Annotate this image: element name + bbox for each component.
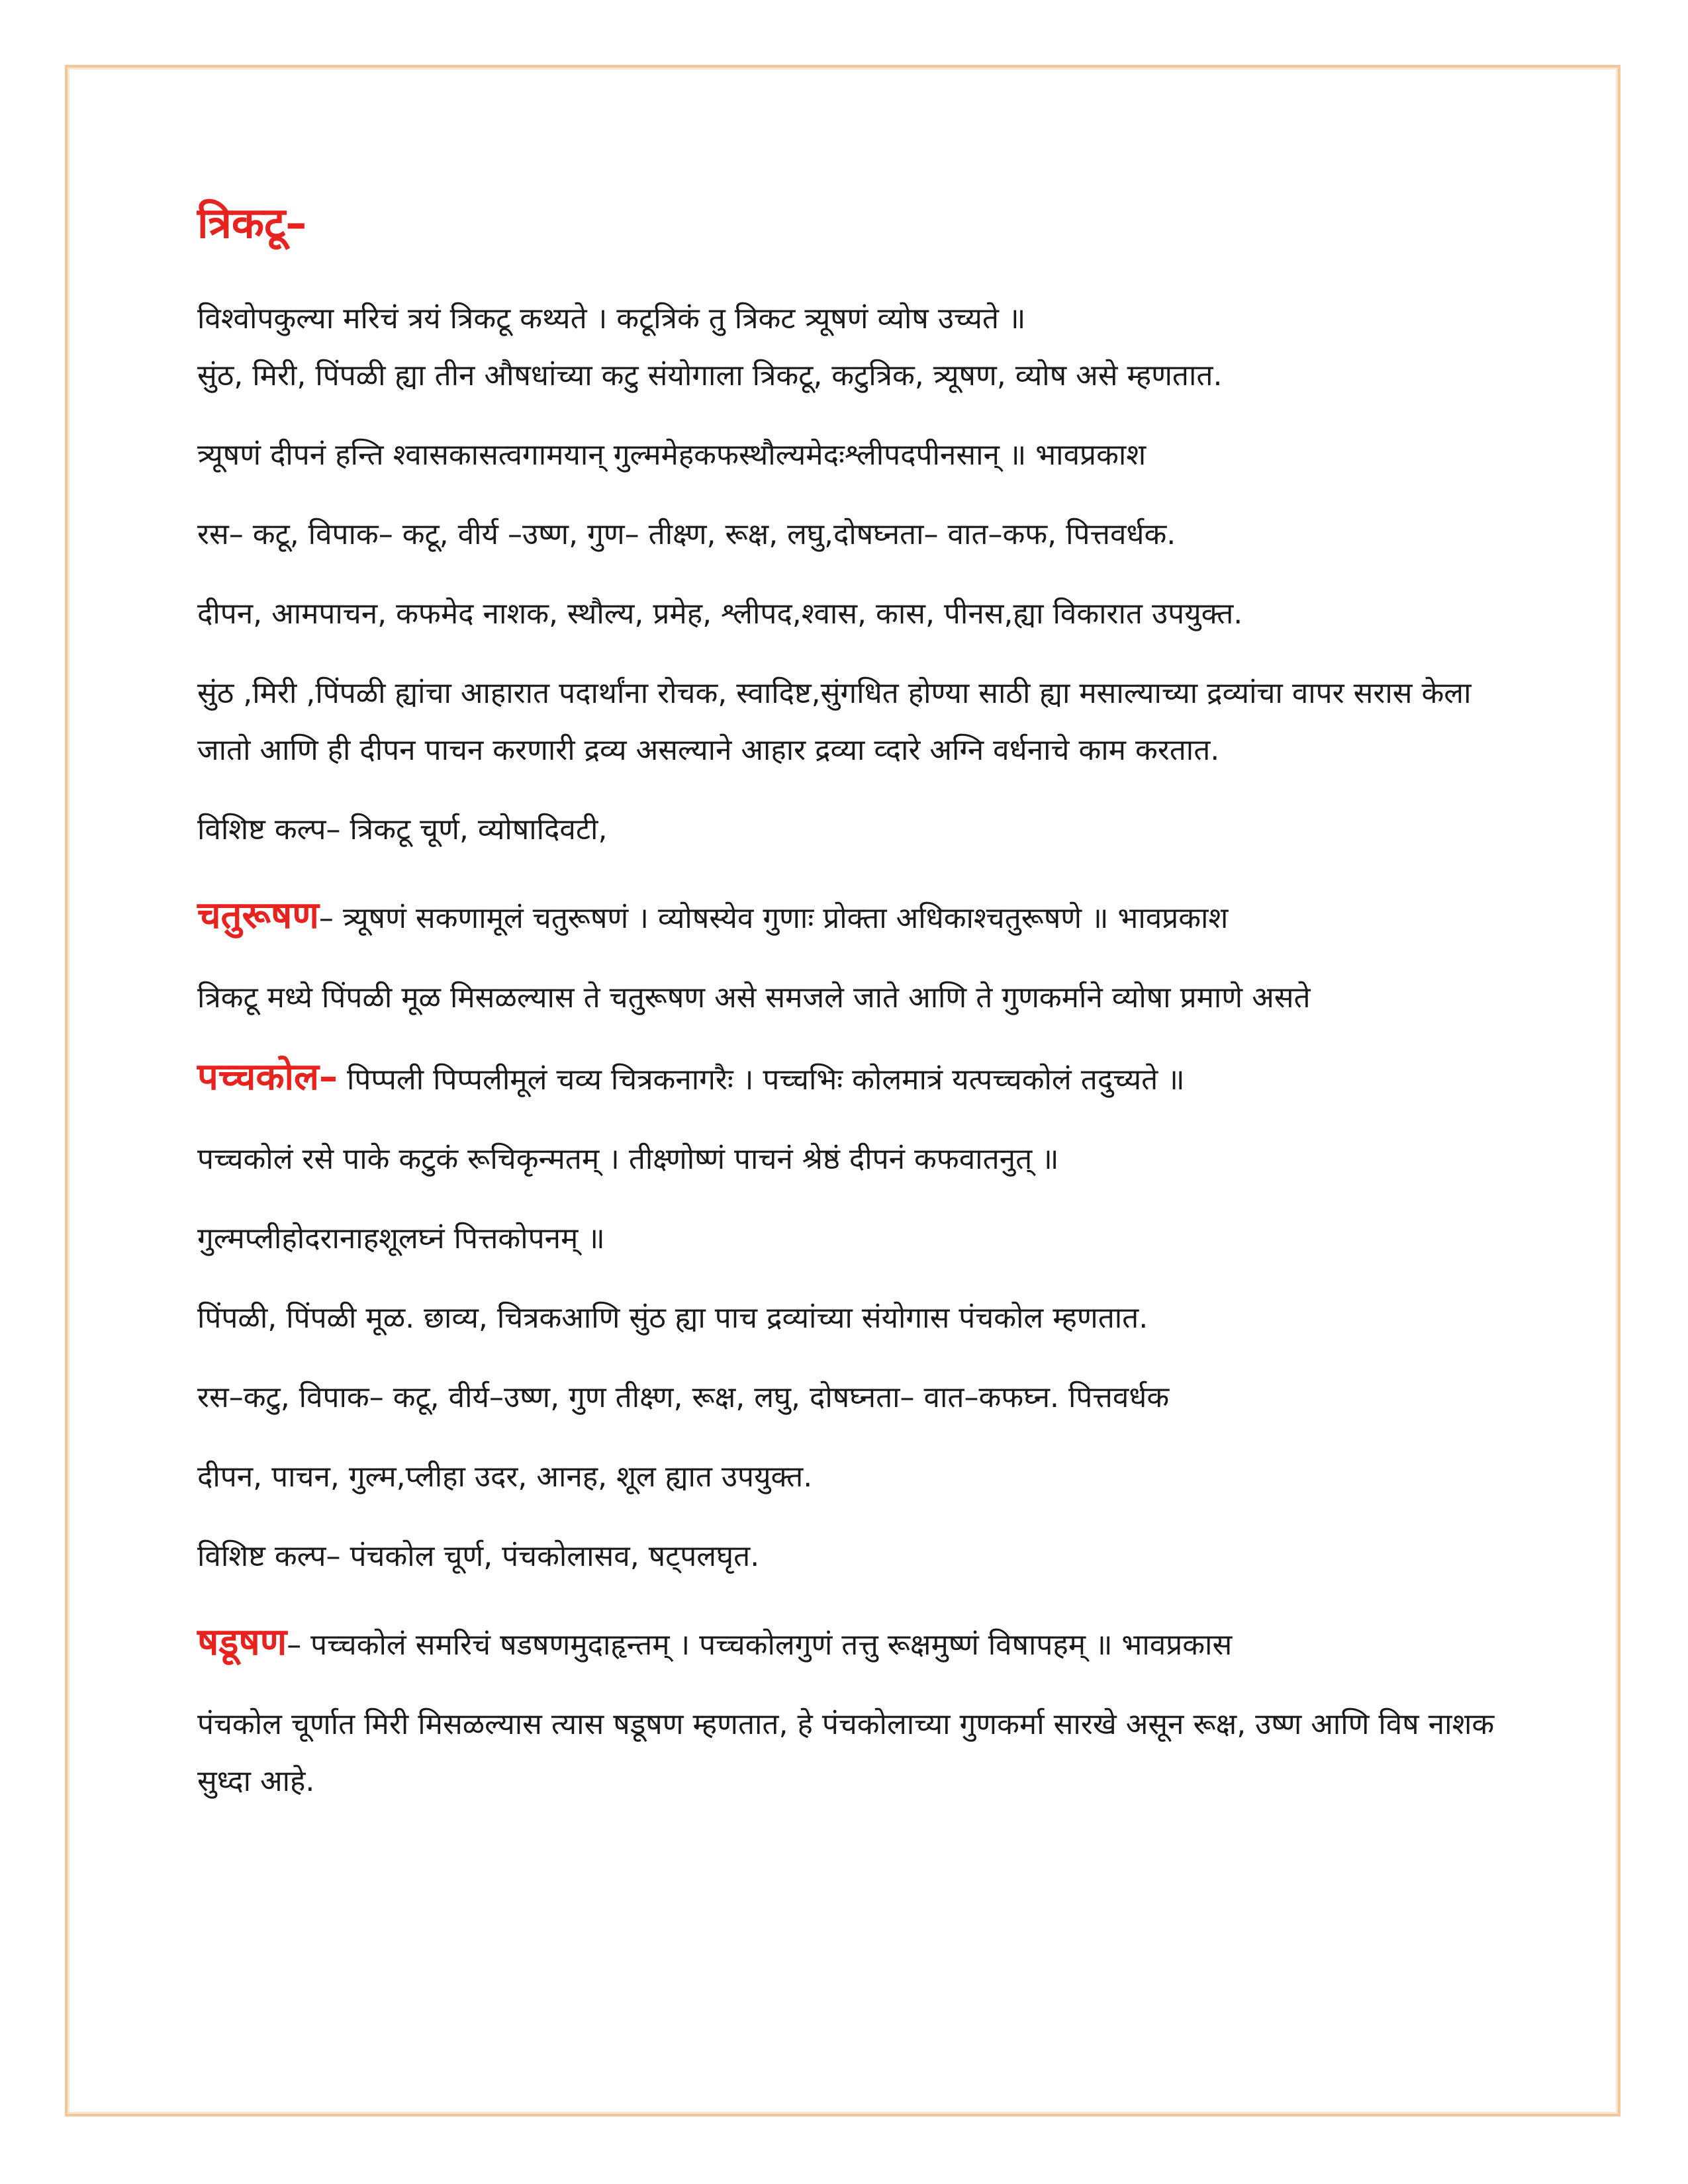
chaturushana-description: त्रिकटू मध्ये पिंपळी मूळ मिसळल्यास ते चतुरूषण असे समजले जाते आणि ते गुणकर्माने व्योषा प्रमाणे असते <box>197 980 1311 1015</box>
chaturushana-shloka <box>197 887 1508 947</box>
section-title-trikatu: त्रिकटू– <box>197 199 307 248</box>
section-heading-panchakol: पच्चकोल– <box>197 1055 338 1099</box>
document-body <box>197 199 1508 1833</box>
panchakol-uses: दीपन, पाचन, गुल्म,प्लीहा उदर, आनह, शूल ह्यात उपयुक्त. <box>197 1459 813 1494</box>
chaturushana-shloka-text: – त्र्यूषणं सकणामूलं चतुरूषणं । व्योषस्येव गुणाः प्रोक्ता अधिकाश्चतुरूषणे ॥ भावप्रकाश <box>318 901 1229 935</box>
trikatu-definition: सुंठ, मिरी, पिंपळी ह्या तीन औषधांच्या कटु संयोगाला त्रिकटू, कटुत्रिक, त्र्यूषण, व्योष असे म्हणतात. <box>197 358 1223 392</box>
panchakol-shloka-text: पिप्पली पिप्पलीमूलं चव्य चित्रकनागरैः । पच्चभिः कोलमात्रं यत्पच्चकोलं तदुच्यते ॥ <box>337 1062 1185 1097</box>
panchakol-shloka-line1 <box>197 1049 1508 1109</box>
trikatu-kalpa: विशिष्ट कल्प– त्रिकटू चूर्ण, व्योषादिवटी, <box>197 812 608 846</box>
section-heading-chaturushana: चतुरूषण <box>197 893 319 937</box>
panchakol-rasa-properties: रस–कटु, विपाक– कटू, वीर्य–उष्ण, गुण तीक्ष्ण, रूक्ष, लघु, दोषघ्नता– वात–कफघ्न. पित्तवर्धक <box>197 1380 1170 1414</box>
trikatu-rasa-properties: रस– कटू, विपाक– कटू, वीर्य –उष्ण, गुण– तीक्ष्ण, रूक्ष, लघु,दोषघ्नता– वात–कफ, पित्तवर्धक. <box>197 517 1176 551</box>
panchakol-shloka-line3: गुल्मप्लीहोदरानाहशूलघ्नं पित्तकोपनम् ॥ <box>197 1221 605 1255</box>
panchakol-kalpa: विशिष्ट कल्प– पंचकोल चूर्ण, पंचकोलासव, षट्पलघृत. <box>197 1539 760 1573</box>
shadushana-shloka <box>197 1614 1508 1674</box>
shadushana-shloka-text: – पच्चकोलं समरिचं षडषणमुदाहृन्तम् । पच्चकोलगुणं तत्तु रूक्षमुष्णं विषापहम् ॥ भावप्रकास <box>287 1627 1233 1662</box>
panchakol-shloka-line2: पच्चकोलं रसे पाके कटुकं रूचिकृन्मतम् । तीक्ष्णोष्णं पाचनं श्रेष्ठं दीपनं कफवातनुत् ॥ <box>197 1142 1059 1176</box>
panchakol-description: पिंपळी, पिंपळी मूळ. छाव्य, चित्रकआणि सुंठ ह्या पाच द्रव्यांच्या संयोगास पंचकोल म्हणतात. <box>197 1300 1149 1335</box>
shloka-trikatu-line1: विश्वोपकुल्या मरिचं त्रयं त्रिकटू कथ्यते । कटूत्रिकं तु त्रिकट त्र्यूषणं व्योष उच्यते ॥ <box>197 301 1026 336</box>
shloka-trikatu-bhavaprakash: त्र्यूषणं दीपनं हन्ति श्वासकासत्वगामयान् गुल्ममेहकफस्थौल्यमेदःश्लीपदपीनसान् ॥ भावप्रकाश <box>197 437 1147 472</box>
section-heading-shadushana: षडूषण <box>197 1620 287 1664</box>
shadushana-description: पंचकोल चूर्णात मिरी मिसळल्यास त्यास षडूषण म्हणतात, हे पंचकोलाच्या गुणकर्मा सारखे असून रूक्ष, उष्ण आणि विष नाशक सुध्दा आहे. <box>197 1707 1495 1798</box>
trikatu-uses: दीपन, आमपाचन, कफमेद नाशक, स्थौल्य, प्रमेह, श्लीपद,श्वास, कास, पीनस,ह्या विकारात उपयुक्त. <box>197 596 1243 631</box>
trikatu-description: सुंठ ,मिरी ,पिंपळी ह्यांचा आहारात पदार्थांना रोचक, स्वादिष्ट,सुंगधित होण्या साठी ह्या मसाल्याच्या द्रव्यांचा वापर सरास केला जातो आणि ही दीपन पाचन करणारी द्रव्य असल्याने आहार द्रव्या व्दारे अग्नि वर्धनाचे काम करतात. <box>197 676 1472 767</box>
